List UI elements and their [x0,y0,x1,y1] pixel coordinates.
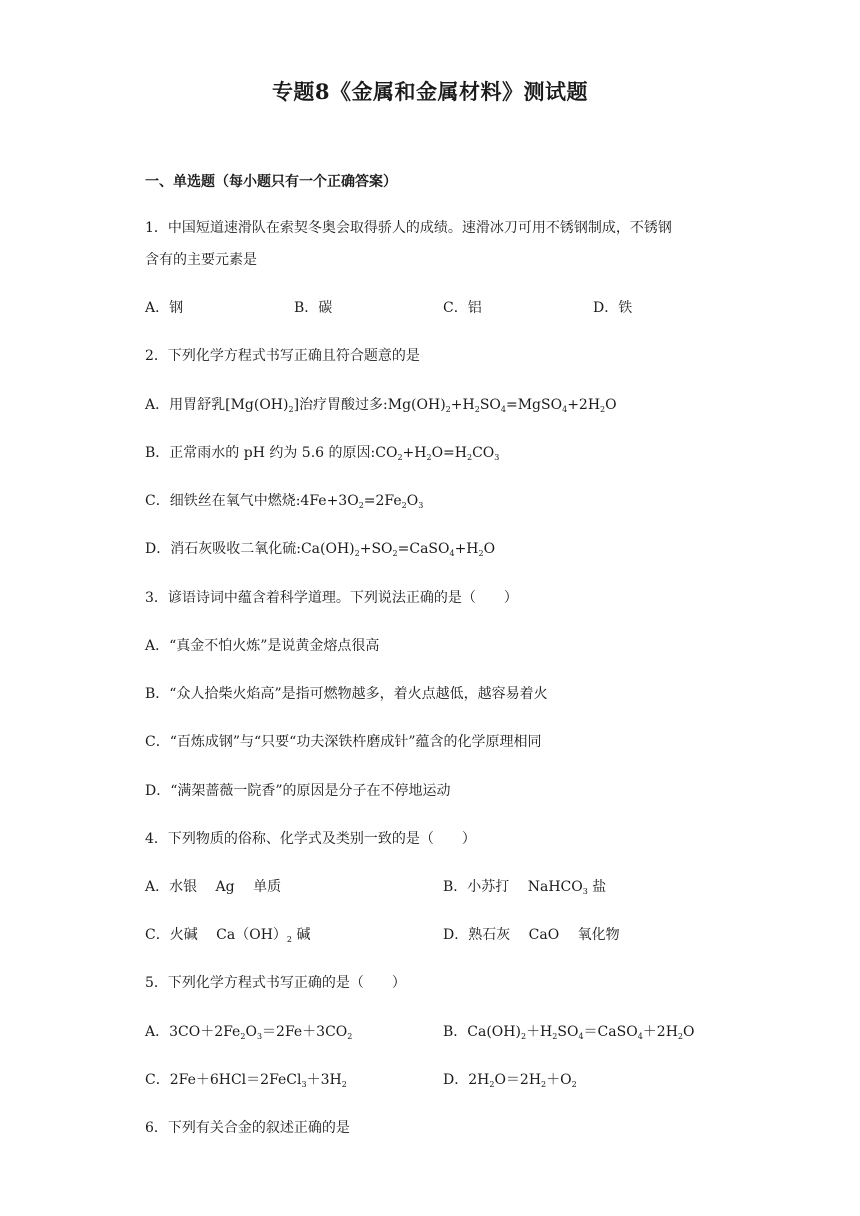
q4-option-b: B．小苏打 NaHCO$_3$ 盐 [443,879,607,896]
q1-option-c: C．铝 [443,300,482,316]
q2-stem: 2．下列化学方程式书写正确且符合题意的是 [145,348,420,364]
q5-option-a: A．$3CO+2Fe_2O_3=2Fe+3CO_2$ [145,1024,353,1041]
document-title: 专题8《金属和金属材料》测试题 [271,79,589,104]
q1-option-d: D．铁 [593,300,633,316]
q5-option-d: D．$2H_2O=2H_2+O_2$ [443,1072,577,1089]
q5-option-b: B．$Ca(OH)_2+H_2SO_4=CaSO_4+2H_2O$ [443,1024,695,1041]
q1-option-a: A．钢 [145,300,184,316]
q3-stem: 3．谚语诗词中蕴含着科学道理。下列说法正确的是（ ） [145,590,518,606]
q2-option-a: A．用胃舒乳$[Mg(OH)_2]$治疗胃酸过多$:Mg(OH)_2+H_2SO_4=MgSO_4+2H_2O$ [145,397,617,414]
q5-stem: 5．下列化学方程式书写正确的是（ ） [145,975,406,991]
q4-option-d: D．熟石灰 CaO 氧化物 [443,927,620,943]
q1-option-b: B．碳 [294,300,333,316]
section-heading: 一、单选题（每小题只有一个正确答案） [145,174,397,190]
q3-option-b: B．“众人拾柴火焰高”是指可燃物越多，着火点越低，越容易着火 [145,686,548,702]
q2-option-c: C．细铁丝在氧气中燃烧$:4Fe+3O_2=2Fe_2O_3$ [145,493,424,510]
q3-option-c: C．“百炼成钢”与“只要“功夫深铁杵磨成针”蕴含的化学原理相同 [145,734,542,750]
q4-option-a: A．水银 Ag 单质 [145,879,282,895]
q2-option-b: B．正常雨水的 pH 约为 5.6 的原因$:CO_2+H_2O=H_2CO_3$ [145,445,500,462]
q6-stem: 6．下列有关合金的叙述正确的是 [145,1120,350,1136]
q3-option-a: A．“真金不怕火炼”是说黄金熔点很高 [145,638,380,654]
q3-option-d: D．“满架蔷薇一院香”的原因是分子在不停地运动 [145,783,451,799]
q2-option-d: D．消石灰吸收二氧化硫$:Ca(OH)_2+SO_2=CaSO_4+H_2O$ [145,541,496,558]
q1-stem-line1: 1．中国短道速滑队在索契冬奥会取得骄人的成绩。速滑冰刀可用不锈钢制成，不锈钢 [145,220,672,236]
q4-stem: 4．下列物质的俗称、化学式及类别一致的是（ ） [145,831,476,847]
q1-stem-line2: 含有的主要元素是 [145,252,257,268]
q4-option-c: C．火碱 $Ca(OH)_2$ 碱 [145,927,311,944]
q5-option-c: C．$2Fe+6HCl=2FeCl_3+3H_2$ [145,1072,347,1089]
